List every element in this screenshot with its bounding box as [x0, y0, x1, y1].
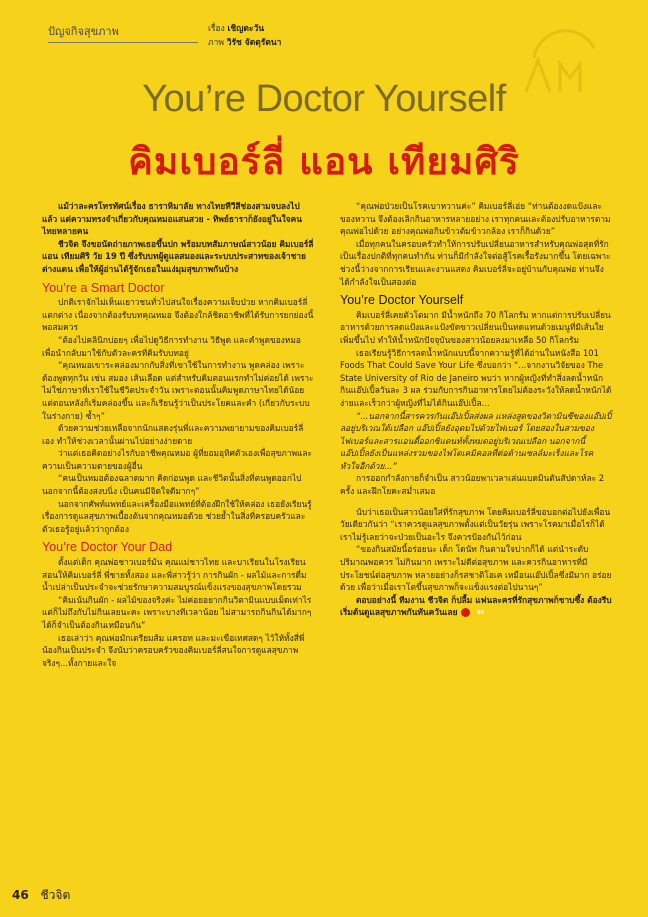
- body-paragraph: การออกกำลังกายก็จำเป็น สาวน้อยพาเวลาเล่นแบดมินตันสัปดาห์ละ 2 ครั้ง และฝึกโยคะสม่ำเสมอ: [340, 473, 605, 497]
- photo-credit: ภาพ วิรัช จัตตุรัตนา: [208, 38, 282, 48]
- body-paragraph: ตั้งแต่เด็ก คุณพ่อชาวเบอร์มัน คุณแม่ชาวไทย และบาเรียนในโรงเรียน สอนให้คิมเบอร์ลี่ พี่ชายทั้งสอง และพี่สาวรู้ว่า การกินผัก - ผลไม้และการดื่มน้ำเปล่าเป็นประจำจะช่วยรักษาความสมบูรณ์แข็งแรงของสุขภาพโดยรวม: [42, 557, 307, 593]
- page-number: 46: [12, 888, 29, 902]
- body-paragraph: เธอเล่าว่า คุณพ่อมักเตรียมส้ม แครอท และมะเขือเทศสดๆ ไว้ให้ทั้งสี่พี่น้องกินเป็นประจำ จึงนับว่าครอบครัวของคิมเบอร์ลี่สนใจการดูแลสุขภาพจริงๆ...ทั้งกายและใจ: [42, 632, 305, 668]
- title-english: You’re Doctor Yourself: [142, 78, 506, 120]
- body-paragraph: “ต้องไปคลินิกบ่อยๆ เพื่อไปดูวิธีการทำงาน วิธีพูด และคำพูดของหมอ เพื่อนำกลับมาใช้กับตัวละครที่คิมรับบทอยู่: [42, 334, 301, 358]
- body-paragraph: นับว่าเธอเป็นสาวน้อยใส่ที่รักสุขภาพ โดยคิมเบอร์ลี่ขอบอกต่อไปยังเพื่อนวัยเดียวกันว่า “เราควรดูแลสุขภาพตั้งแต่เป็นวัยรุ่น เพราะโรคมาเมื่อไรก็ได้ เราไม่รู้เลยว่าจะป่วยเป็นอะไร จึงควรป้องกันไว้ก่อน: [340, 506, 611, 542]
- spacer: [340, 498, 612, 506]
- body-paragraph: “ของกินสมัยนี้อร่อยนะ เด็ก โดนัท กินตามใจปากก็ได้ แต่นำระดับปริมาณพอควร ไม่กินมาก เพราะไม่ดีต่อสุขภาพ และควรกินอาหารที่มีประโยชน์ต่อสุขภาพ หลายอย่างก็รสชาติโอเค เหมือนแอ๊ปเปิ้ลซึ่งมีมาก อร่อยด้วย เพื่อว่าเมื่อเราโตขึ้นสุขภาพก็จะแข็งแรงต่อไปนานๆ”: [340, 544, 612, 593]
- body-paragraph: ด้วยความช่วยเหลือจากนักแสดงรุ่นพี่และความพยายามของคิมเบอร์ลี่เอง ทำให้ช่วงเวลานั้นผ่านไปอย่างง่ายดาย: [42, 423, 304, 446]
- end-mark-icon: ชจ: [461, 608, 470, 617]
- photo-author: วิรัช จัตตุรัตนา: [226, 38, 282, 48]
- right-column: [340, 200, 612, 619]
- subheading-smart-doctor: You’re a Smart Doctor: [42, 280, 165, 295]
- intro-paragraph: แม้ว่าละครโทรทัศน์เรื่อง ธาราหิมาลัย ทางไทยทีวีสีช่องสามจบลงไปแล้ว แต่ความทรงจำเกี่ยวกับคุณหมอแสนสวย - ทิพย์ธาราก็ยังอยู่ในใจคนไทยหลายคน: [42, 201, 302, 237]
- title-thai: คิมเบอร์ลี่ แอน เทียมศิริ: [128, 140, 520, 183]
- quote-paragraph: “...นอกจากนี้สารควรกันแอ๊ปเปิ้ลส่งผล แหล่งสูดของวิตามินซีของแอ๊ปเปิ้ลอยู่บริเวณใต้เปลือก แอ๊ปเปิ้ลยังอุดมไปด้วยไฟเบอร์ โดยสองในสามของไฟเบอร์และสารแอนตี้ออกซิแดนท์ทั้งหมดอยู่บริเวณเปลือก นอกจากนี้แอ๊ปเปิ้ลยังเป็นแหล่งรวมของไฟโตเคมิคอลที่ต่อต้านเซลล์มะเร็งและโรคหัวใจอีกด้วย...”: [340, 410, 612, 471]
- body-paragraph: เธอเรียนรู้วิธีการลดน้ำหนักแบบนี้จากความรู้ที่ได้อ่านในหนังสือ 101 Foods That Could Save Your Life ซึ่งบอกว่า “...จากงานวิจัยของ The State University of Rio de Janeiro พบว่า หากผู้หญิงที่ทำสิ่งลดน้ำหนักกินแอ๊ปเปิ้ลวันละ 3 ผล ร่วมกับการกินอาหารโดยไม่ต้องระวังให้ลดน้ำหนักได้ง่ายและเร็วกว่าผู้หญิงที่ไม่ได้กินแอ๊ปเปิ้ล...: [340, 347, 612, 408]
- intro-paragraph: ชีวจิต จึงขอนัดถ่ายภาพเธอขึ้นปก พร้อมบทสัมภาษณ์สาวน้อย คิมเบอร์ลี่ แอน เทียมศิริ วัย 19 ปี ซึ่งรับบทผู้ดูแลสมองและระบบประสาทของเจ้าชายต่างแดน เพื่อให้ผู้อ่านได้รู้จักเธอในแง่มุมสุขภาพกันบ้าง: [42, 238, 314, 274]
- body-paragraph: “คุณพ่อป่วยเป็นโรคเบาหวานค่ะ” คิมเบอร์ลี่เอ่ย “ท่านต้องงดแป้งและของหวาน จึงต้องเลิกกินอาหารหลายอย่าง เราทุกคนและต้องปรับอาหารตามคุณพ่อไปด้วย อย่างคุณพ่อกินข้าวต้มข้าวกล้อง เราก็กินด้วย”: [340, 201, 611, 237]
- body-paragraph: “คนเป็นหมอต้องฉลาดมาก คิดก่อนพูด และชีวิตนั้นสิ่งที่ตนพูดออกไป นอกจากนี้ต้องสงบนิ่ง เป็นคนมีจิตใจดีมากๆ”: [42, 473, 302, 497]
- body-paragraph: ว่าแต่เธอคิดอย่างไรกับอาชีพคุณหมอ ผู้ที่ยอมอุทิศตัวเองเพื่อสุขภาพและความเป็นความตายของผู้อื่น: [42, 448, 313, 471]
- body-paragraph: “คุณหมอเขาระคล่องมากกับสิ่งที่เขาใช้ในการทำงาน พูดคล่อง เพราะต้องพูดทุกวัน เช่น สมอง เส้นเลือด แต่สำหรับคิมตอนแรกทำไม่ค่อยได้ เพราะไม่ใช่ภาษาที่เราใช้ในชีวิตประจำวัน เพราะตอนนั้นคิมพูดภาษาไทยได้น้อย แต่ตอนหลังก็เริ่มคล่องขึ้น และก็เรียนรู้ว่าเป็นประโยคและคำ (เกี่ยวกับระบบในร่างกาย) ซ้ำๆ”: [42, 360, 314, 421]
- body-paragraph: นอกจากศัพท์แพทย์และเครื่องมือแพทย์ที่ต้องฝึกใช้ให้คล่อง เธอยังเรียนรู้เรื่องการดูแลสุขภาพเบื้องต้นจากคุณหมอด้วย ช่วยย้ำในสิ่งที่ครอบครัวและตัวเธอรู้อยู่แล้วว่าถูกต้อง: [42, 498, 312, 534]
- header-rule: [48, 42, 198, 43]
- header: [48, 18, 608, 66]
- body-paragraph: ปกติเราจักไม่เห็นแยาวชนทั่วไปสนใจเรื่องความเจ็บป่วย หากคิมเบอร์ลี่แตกต่าง เนื่องจากต้องรับบทคุณหมอ จึงต้องใกล้ชิดอาชีพที่ได้รับการยกย่องนี้พอสมควร: [42, 297, 314, 333]
- body-paragraph: “คิมเน้นกินผัก - ผลไม้ของจริงค่ะ ไม่ค่อยอยากกินวิตามินแบบเม็ดเท่าไร แต่ก็ไม่ถึงกับไม่กินเลยนะคะ เพราะบางทีเวลาน้อย ไม่สามารถกินกินได้มากๆ ได้ก็จำเป็นต้องกินเหมือนกัน”: [42, 594, 312, 630]
- section-name: ปัญจกิจสุขภาพ: [48, 25, 119, 38]
- subheading-doctor-your-dad: You’re Doctor Your Dad: [42, 540, 173, 555]
- left-column: [42, 200, 314, 669]
- closing-paragraph: ตอบอย่างนี้ ทีมงาน ชีวจิต ก็ปลื้ม แฟนละครที่รักสุขภาพก็ชาบซึ้ง ต้องรีบเริ่มต้นดูแลสุขภาพกันทันควันเลย ชจ: [340, 594, 612, 618]
- body-paragraph: คิมเบอร์ลี่เคยตัวโตมาก มีน้ำหนักถึง 70 กิโลกรัม หากแต่การปรับเปลี่ยนอาหารด้วยการลดแป้งและแป้งขัดขาวเปลี่ยนเป็นทดแทนด้วยเมนูที่มีเส้นใยเพิ่มขึ้นไป ทำให้น้ำหนักปัจจุบันของสาวน้อยลงมาเหลือ 50 กิโลกรัม: [340, 309, 611, 345]
- body-paragraph: เมื่อทุกคนในครอบครัวทำให้การปรับเปลี่ยนอาหารสำหรับคุณพ่อสุดที่รักเป็นเรื่องปกติที่ทุกคนทำกัน ท่านก็มีกำลังใจต่อสู้โรคเรื้อรังมากขึ้น โดยเฉพาะช่วงนี้ว่างจากการเรียนและงานแสดง คิมเบอร์ลี่จะอยู่บ้านกับคุณพ่อ ท่านจึงได้กำลังใจเป็นสองต่อ: [340, 238, 611, 287]
- story-author: เชิญตะวัน: [227, 24, 265, 34]
- story-credit: เรื่อง เชิญตะวัน: [208, 24, 265, 34]
- subheading-doctor-yourself: You’re Doctor Yourself: [340, 293, 464, 308]
- magazine-name: ชีวจิต: [40, 888, 71, 902]
- footer: [12, 886, 70, 905]
- credits: [208, 22, 281, 50]
